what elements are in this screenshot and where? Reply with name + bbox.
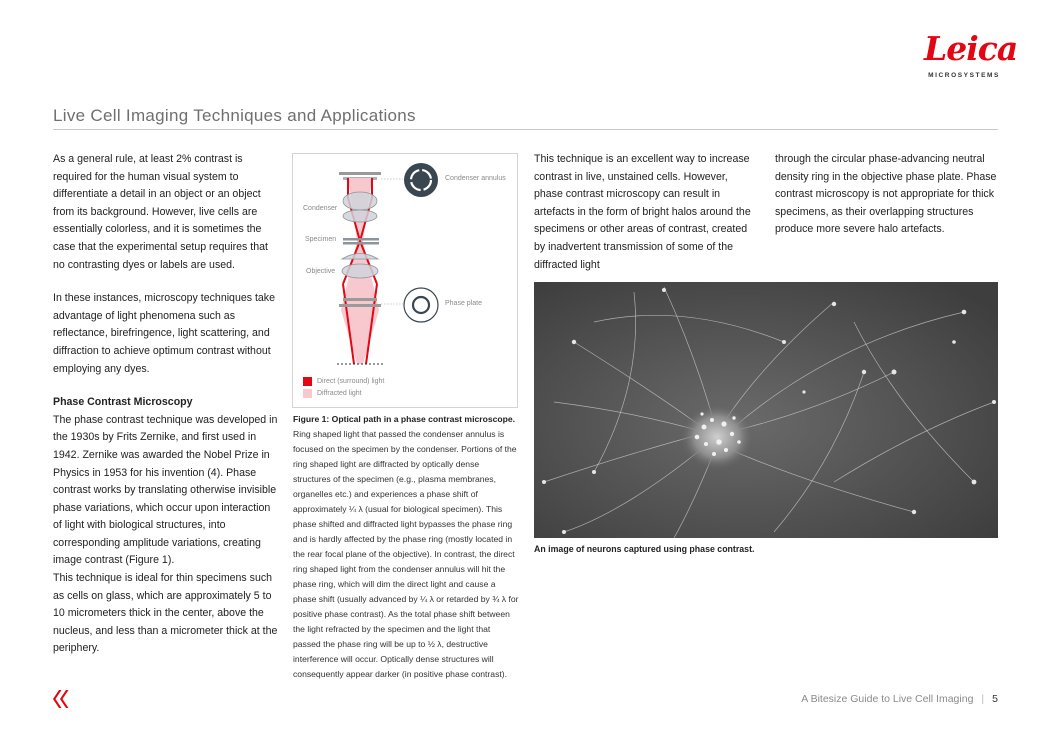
label-specimen: Specimen: [305, 236, 337, 243]
optical-path-diagram: [293, 154, 517, 407]
logo-word: Leica: [924, 29, 1018, 68]
footer-guide-title: A Bitesize Guide to Live Cell Imaging: [801, 693, 974, 705]
legend-direct-label: Direct (surround) light: [317, 378, 385, 385]
optical-path-figure: [292, 153, 518, 408]
column-3-paragraph: This technique is an excellent way to increase contrast in live, unstained cells. However, phase contrast microscopy can result in artefacts in the form of bright halos around the specimens or other areas of contrast, created by inadvertent transmission of some of the diffracted light: [534, 153, 751, 271]
column-4-paragraph: through the circular phase-advancing neutral density ring in the objective phase plate. Phase contrast microscopy is not appropriate for thick specimens, as their overlapping structures produce more severe halo artefacts.: [775, 153, 997, 236]
condenser-annulus-icon: [404, 163, 438, 197]
legend-diffracted-swatch: [303, 389, 312, 398]
footer: [780, 693, 998, 705]
column-1: [53, 151, 281, 658]
photo-caption: An image of neurons captured using phase contrast.: [534, 544, 755, 554]
header-divider: [53, 129, 998, 130]
label-condenser-annulus: Condenser annulus: [445, 175, 506, 182]
legend-direct-swatch: [303, 377, 312, 386]
figure-caption-body: Ring shaped light that passed the condenser annulus is focused on the specimen by the condenser. Portions of the ring shaped light are diffracted by optically dense structures of the specimen (e.g., plasma membranes, organelles etc.) and experiences a phase shift of approximately ¼ λ (usual for biological specimen). This phase shifted and diffracted light bypasses the phase ring and is hardly affected by the phase ring (mostly located in the rear focal plane of the objective). In contrast, the direct ring shaped light from the condenser annulus will hit the phase ring, which will dim the direct light and cause a phase shift (usually advanced by ¼ λ or retarded by ¾ λ for positive phase contrast). As the total phase shift between the light refracted by the specimen and the light that passed the phase ring will be up to ½ λ, destructive interference will occur. Optically dense structures will consequently appear darker (in positive phase contrast).: [293, 429, 519, 679]
phase-plate-icon: [404, 288, 438, 322]
section-heading: Phase Contrast Microscopy: [53, 396, 193, 409]
legend-diffracted-label: Diffracted light: [317, 390, 362, 397]
specimen-paragraph: This technique is ideal for thin specimens such as cells on glass, which are approximately 5 to 10 micrometers thick in the center, above the nucleus, and less than a micrometer thick at the periphery.: [53, 572, 278, 655]
logo-subtitle: MICROSYSTEMS: [928, 72, 1000, 79]
leica-chevron-icon: [53, 690, 69, 708]
leica-logo: [924, 29, 1018, 86]
neuron-phase-contrast-image: [534, 282, 998, 538]
page-title: Live Cell Imaging Techniques and Applications: [53, 106, 416, 125]
techniques-paragraph: In these instances, microscopy techniques take advantage of light phenomena such as reflectance, birefringence, light scattering, and diffraction to achieve optimum contrast without employing any dyes.: [53, 292, 275, 375]
label-objective: Objective: [306, 268, 336, 275]
page-number: 5: [992, 693, 998, 705]
figure-caption: [293, 412, 519, 682]
label-phase-plate: Phase plate: [445, 300, 482, 307]
intro-paragraph: As a general rule, at least 2% contrast is required for the human visual system to differentiate a detail in an object or an object from its background. However, live cells are essentially colorless, and it is sometimes the case that the experimental setup requires that no contrasting dyes or labels are used.: [53, 153, 268, 271]
figure-caption-title: Figure 1: Optical path in a phase contrast microscope.: [293, 414, 516, 424]
neuron-photo-art: [534, 282, 998, 538]
history-paragraph: The phase contrast technique was developed in the 1930s by Frits Zernike, and first used in 1942. Zernike was awarded the Nobel Prize in Physics in 1953 for his invention (4). Phase contrast works by translating otherwise invisible phase variations, which occur upon interaction of light with biological structures, into corresponding amplitude variations, creating image contrast (Figure 1).: [53, 413, 278, 567]
footer-separator: |: [981, 693, 985, 705]
label-condenser: Condenser: [303, 205, 338, 212]
